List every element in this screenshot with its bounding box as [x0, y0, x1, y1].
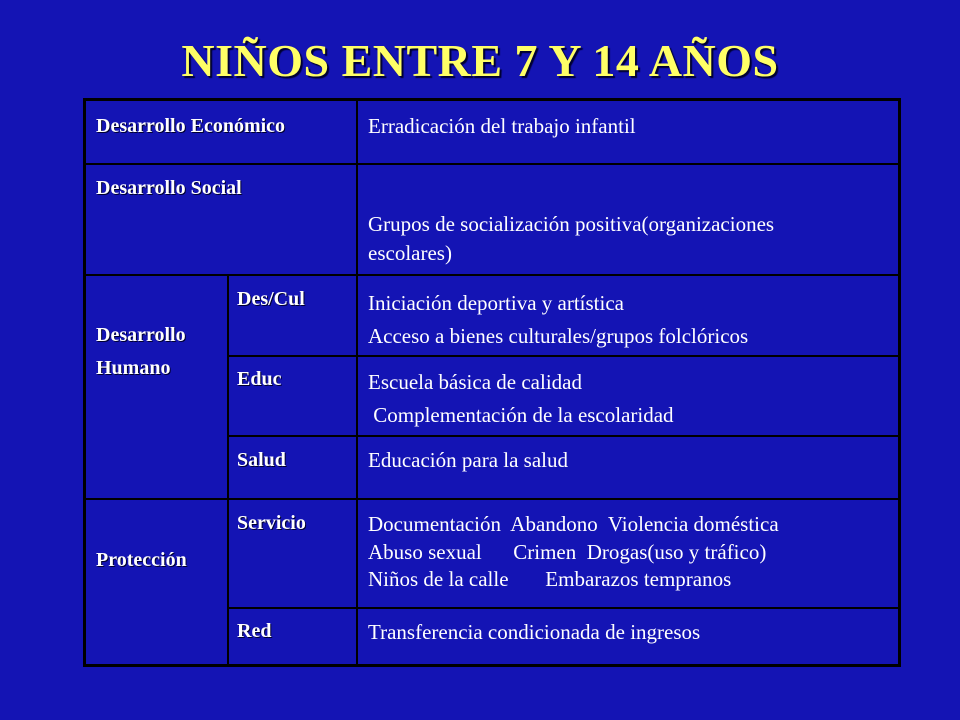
content-educ — [368, 366, 674, 431]
row-divider — [227, 355, 898, 357]
content-desarrollo-economico — [368, 113, 636, 139]
content-line: Acceso a bienes culturales/grupos folclóricos — [368, 323, 749, 348]
content-des-cul — [368, 287, 748, 352]
content-line: Iniciación deportiva y artística — [368, 291, 624, 315]
row-divider — [86, 274, 898, 276]
sub-salud: Salud — [237, 449, 286, 471]
row-divider — [86, 498, 898, 500]
content-line: Niños de la calle Embarazos tempranos — [368, 567, 732, 592]
row-divider — [86, 163, 898, 165]
content-line: Erradicación del trabajo infantil — [368, 114, 636, 138]
content-line: Escuela básica de calidad — [368, 370, 582, 394]
col-divider — [356, 101, 358, 664]
sub-des-cul: Des/Cul — [237, 288, 305, 310]
content-line: Grupos de socialización positiva(organizaciones — [368, 212, 775, 236]
content-line: Abuso sexual Crimen Drogas(uso y tráfico) — [368, 539, 767, 564]
category-line: Desarrollo — [96, 324, 186, 346]
category-proteccion: Protección — [96, 549, 187, 571]
sub-servicio: Servicio — [237, 512, 306, 534]
content-line: Transferencia condicionada de ingresos — [368, 620, 701, 644]
content-line: Educación para la salud — [368, 448, 568, 472]
row-divider — [227, 435, 898, 437]
content-line: escolares) — [368, 241, 452, 266]
sub-educ: Educ — [237, 368, 282, 390]
content-desarrollo-social — [368, 210, 774, 269]
content-servicio — [368, 511, 779, 594]
content-salud — [368, 447, 568, 473]
category-desarrollo-social: Desarrollo Social — [96, 177, 242, 199]
content-line: Complementación de la escolaridad — [368, 402, 674, 427]
programs-table — [84, 99, 900, 666]
row-divider — [227, 607, 898, 609]
category-desarrollo-economico: Desarrollo Económico — [96, 115, 286, 137]
slide-title: NIÑOS ENTRE 7 Y 14 AÑOS — [181, 35, 779, 86]
col-divider — [227, 274, 229, 664]
sub-red: Red — [237, 620, 272, 642]
category-line: Humano — [96, 357, 171, 379]
content-red — [368, 619, 700, 645]
category-desarrollo-humano — [96, 319, 186, 385]
content-line: Documentación Abandono Violencia doméstica — [368, 512, 779, 536]
